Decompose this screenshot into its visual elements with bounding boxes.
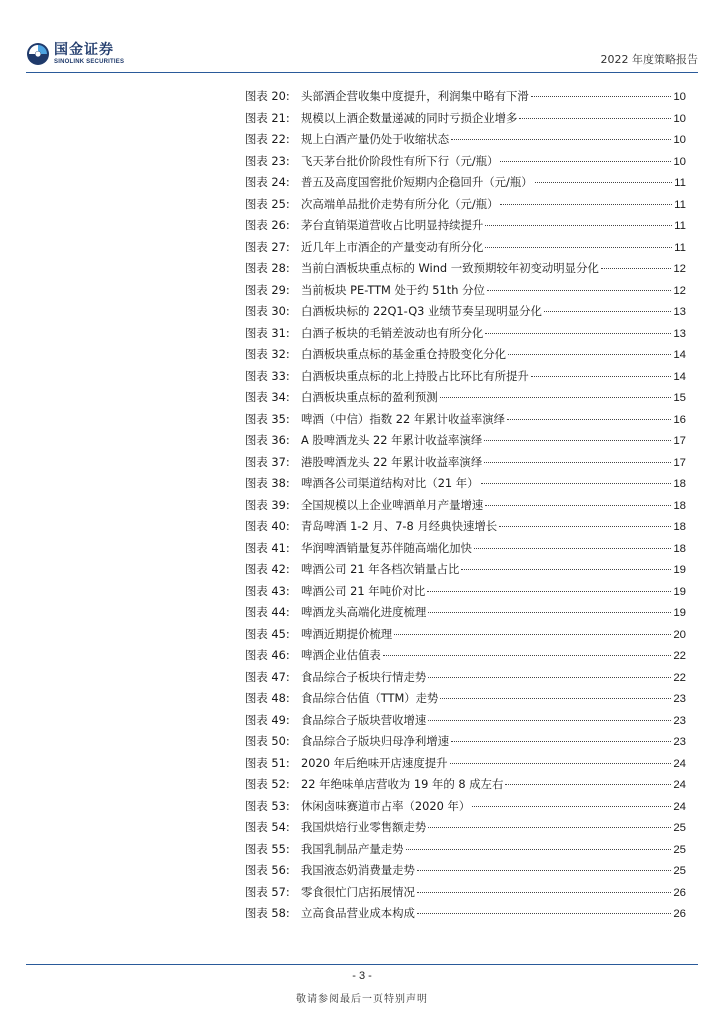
sinolink-logo-icon [26,42,50,66]
toc-entry[interactable] [245,604,686,626]
toc-entry-page: 22 [673,671,686,684]
toc-entry[interactable] [245,755,686,777]
toc-entry-page: 11 [674,220,686,232]
toc-entry-title: 我国烘焙行业零售额走势 [301,820,427,834]
toc-dot-leader [383,655,672,656]
toc-entry-label: 图表 53: [245,798,290,813]
toc-entry[interactable] [245,260,686,282]
toc-entry-label: 图表 56: [245,863,290,877]
toc-entry-title: 啤酒各公司渠道结构对比（21 年） [301,476,479,490]
toc-entry-page: 20 [673,628,686,641]
toc-dot-leader [485,247,672,248]
toc-entry-title: 头部酒企营收集中度提升，利润集中略有下滑 [301,89,529,103]
toc-entry-label: 图表 43: [245,583,290,598]
toc-entry-title: 茅台直销渠道营收占比明显持续提升 [301,218,484,232]
toc-entry-title: 啤酒龙头高端化进度梳理 [301,605,427,619]
page-number: - 3 - [352,970,372,982]
toc-entry-label: 图表 49: [245,712,290,727]
footer-divider [26,964,698,965]
toc-entry-label: 图表 45: [245,626,290,641]
toc-entry[interactable] [245,497,686,519]
toc-entry-label: 图表 57: [245,884,290,899]
toc-entry-page: 10 [673,155,686,168]
toc-dot-leader [474,548,671,549]
toc-entry-label: 图表 54: [245,820,290,834]
toc-entry[interactable] [245,626,686,648]
toc-entry-page: 18 [673,521,686,533]
toc-entry-title: 港股啤酒龙头 22 年累计收益率演绎 [301,454,483,469]
toc-dot-leader [406,849,672,850]
company-logo [26,38,124,70]
toc-entry-label: 图表 32: [245,347,290,361]
toc-entry-title: 青岛啤酒 1-2 月、7-8 月经典快速增长 [301,519,498,533]
toc-entry-title: 零食很忙门店拓展情况 [301,884,415,899]
toc-entry[interactable] [245,690,686,712]
toc-entry[interactable] [245,239,686,261]
toc-entry-label: 图表 36: [245,433,290,447]
toc-entry[interactable] [245,475,686,497]
toc-entry[interactable] [245,174,686,196]
toc-entry-page: 18 [673,478,686,490]
toc-entry[interactable] [245,583,686,605]
toc-dot-leader [500,161,671,162]
toc-entry-label: 图表 33: [245,368,290,383]
toc-entry-title: 次高端单品批价走势有所分化（元/瓶） [301,196,499,211]
toc-entry-page: 25 [673,865,686,877]
toc-entry-title: 规上白酒产量仍处于收缩状态 [301,132,450,146]
toc-entry-label: 图表 30: [245,304,290,318]
toc-entry[interactable] [245,454,686,476]
toc-entry-label: 图表 41: [245,540,290,555]
toc-entry-label: 图表 42: [245,562,290,576]
toc-entry-page: 10 [673,91,686,103]
toc-entry-title: 当前板块 PE-TTM 处于约 51th 分位 [301,282,485,297]
toc-entry-page: 13 [673,327,686,340]
toc-entry-label: 图表 34: [245,390,290,404]
toc-entry-page: 10 [673,112,686,125]
toc-entry[interactable] [245,411,686,433]
toc-dot-leader [499,526,671,527]
toc-entry[interactable] [245,432,686,454]
toc-entry[interactable] [245,561,686,583]
toc-entry-label: 图表 26: [245,218,290,232]
toc-dot-leader [544,311,671,312]
toc-entry[interactable] [245,905,686,927]
toc-entry[interactable] [245,540,686,562]
toc-entry-label: 图表 37: [245,454,290,469]
toc-entry-title: 白酒板块重点标的北上持股占比环比有所提升 [301,368,529,383]
toc-entry-title: 白酒板块重点标的盈利预测 [301,390,438,404]
toc-dot-leader [440,397,672,398]
logo-english-name: SINOLINK SECURITIES [54,59,125,65]
toc-dot-leader [427,591,671,592]
toc-entry-title: 啤酒近期提价梳理 [301,626,393,641]
toc-dot-leader [601,268,671,269]
toc-entry-label: 图表 22: [245,132,290,146]
toc-entry-label: 图表 39: [245,497,290,512]
toc-entry-page: 16 [673,413,686,426]
toc-entry-label: 图表 47: [245,669,290,684]
toc-entry-title: 啤酒企业估值表 [301,648,381,662]
toc-entry-title: 白酒板块重点标的基金重仓持股变化分化 [301,347,507,361]
toc-entry-title: 白酒板块标的 22Q1-Q3 业绩节奏呈现明显分化 [301,304,542,318]
toc-entry[interactable] [245,647,686,669]
table-of-figures [245,88,686,927]
toc-entry-page: 14 [673,370,686,383]
toc-dot-leader [519,118,671,119]
toc-dot-leader [428,827,671,828]
toc-entry-title: 食品综合子板块行情走势 [301,669,427,684]
toc-entry-title: 我国乳制品产量走势 [301,841,404,856]
toc-entry-page: 23 [673,736,686,748]
toc-entry-title: 休闲卤味赛道市占率（2020 年） [301,798,471,813]
toc-entry-page: 13 [673,306,686,318]
toc-entry[interactable] [245,776,686,798]
toc-entry-label: 图表 25: [245,196,290,211]
toc-entry-title: 食品综合子版块归母净利增速 [301,734,450,748]
toc-entry-title: 2020 年后绝味开店速度提升 [301,755,448,770]
toc-entry-label: 图表 58: [245,906,290,920]
toc-entry-title: 飞天茅台批价阶段性有所下行（元/瓶） [301,153,499,168]
toc-dot-leader [394,634,671,635]
toc-entry-page: 17 [673,456,686,469]
toc-entry[interactable] [245,733,686,755]
toc-entry-label: 图表 46: [245,648,290,662]
toc-dot-leader [508,354,671,355]
toc-entry-label: 图表 48: [245,691,290,705]
toc-entry-title: 当前白酒板块重点标的 Wind 一致预期较年初变动明显分化 [301,261,599,275]
toc-entry-title: 白酒子板块的毛销差波动也有所分化 [301,325,484,340]
toc-entry[interactable] [245,841,686,863]
toc-entry[interactable] [245,110,686,132]
toc-entry-label: 图表 50: [245,734,290,748]
toc-entry-label: 图表 52: [245,777,290,791]
toc-dot-leader [440,698,671,699]
toc-entry-title: 啤酒公司 21 年吨价对比 [301,583,426,598]
toc-entry-page: 17 [673,435,686,447]
toc-entry-label: 图表 29: [245,282,290,297]
toc-dot-leader [487,290,671,291]
toc-entry-page: 22 [673,650,686,662]
toc-entry-page: 25 [673,822,686,834]
toc-dot-leader [500,204,672,205]
toc-dot-leader [461,569,671,570]
toc-entry-page: 11 [674,198,686,211]
toc-entry-page: 11 [674,241,686,254]
report-title: 2022 年度策略报告 [600,53,698,66]
toc-dot-leader [417,892,671,893]
toc-entry-label: 图表 44: [245,605,290,619]
toc-entry[interactable] [245,131,686,153]
logo-chinese-name: 国金证券 [54,42,114,58]
toc-entry[interactable] [245,217,686,239]
toc-entry-page: 25 [673,843,686,856]
toc-dot-leader [505,784,671,785]
toc-entry-label: 图表 23: [245,153,290,168]
toc-entry-title: 近几年上市酒企的产量变动有所分化 [301,239,484,254]
toc-entry[interactable] [245,712,686,734]
toc-dot-leader [485,333,671,334]
disclaimer-note: 敬请参阅最后一页特别声明 [296,994,428,1005]
toc-entry[interactable] [245,862,686,884]
toc-entry[interactable] [245,518,686,540]
toc-entry[interactable] [245,798,686,820]
page-header [26,38,698,70]
toc-entry-title: 食品综合子版块营收增速 [301,712,427,727]
toc-entry-title: 华润啤酒销量复苏伴随高端化加快 [301,540,472,555]
toc-entry[interactable] [245,88,686,110]
toc-dot-leader [417,913,671,914]
toc-dot-leader [481,483,672,484]
toc-entry-label: 图表 24: [245,175,290,189]
toc-entry-title: 22 年绝味单店营收为 19 年的 8 成左右 [301,777,504,791]
toc-entry[interactable] [245,346,686,368]
toc-entry-title: 全国规模以上企业啤酒单月产量增速 [301,497,484,512]
toc-entry[interactable] [245,389,686,411]
toc-dot-leader [484,462,671,463]
toc-entry-label: 图表 40: [245,519,290,533]
toc-entry-label: 图表 27: [245,239,290,254]
toc-entry-page: 18 [673,499,686,512]
toc-entry-page: 10 [673,134,686,146]
toc-dot-leader [451,741,671,742]
toc-dot-leader [507,419,671,420]
toc-entry-page: 24 [673,800,686,813]
logo-text [54,43,124,65]
toc-entry-title: 我国液态奶消费量走势 [301,863,415,877]
toc-entry-label: 图表 51: [245,755,290,770]
toc-dot-leader [531,376,672,377]
toc-entry-page: 19 [673,607,686,619]
toc-dot-leader [531,96,672,97]
toc-entry-label: 图表 35: [245,411,290,426]
toc-entry-page: 15 [673,392,686,404]
toc-entry-page: 12 [673,263,686,275]
toc-dot-leader [535,182,673,183]
toc-entry[interactable] [245,819,686,841]
toc-entry-label: 图表 21: [245,110,290,125]
toc-entry-page: 11 [674,177,686,189]
toc-dot-leader [484,440,671,441]
toc-dot-leader [428,677,671,678]
toc-entry-page: 19 [673,585,686,598]
toc-entry-title: 食品综合估值（TTM）走势 [301,691,439,705]
toc-entry-page: 24 [673,757,686,770]
toc-entry-page: 26 [673,908,686,920]
toc-entry[interactable] [245,282,686,304]
toc-entry-title: 规模以上酒企数量递减的同时亏损企业增多 [301,110,518,125]
toc-entry-label: 图表 55: [245,841,290,856]
toc-dot-leader [450,763,672,764]
toc-entry-page: 18 [673,542,686,555]
toc-dot-leader [428,720,671,721]
toc-entry-title: 普五及高度国窖批价短期内企稳回升（元/瓶） [301,175,533,189]
toc-entry-title: 啤酒公司 21 年各档次销量占比 [301,562,460,576]
toc-entry-label: 图表 38: [245,476,290,490]
toc-entry[interactable] [245,303,686,325]
toc-dot-leader [485,505,671,506]
toc-entry-label: 图表 20: [245,89,290,103]
toc-entry[interactable] [245,196,686,218]
toc-dot-leader [472,806,671,807]
toc-entry[interactable] [245,153,686,175]
toc-dot-leader [451,139,671,140]
toc-entry-page: 24 [673,779,686,791]
toc-entry-page: 26 [673,886,686,899]
toc-entry-page: 12 [673,284,686,297]
toc-dot-leader [485,225,672,226]
toc-dot-leader [417,870,671,871]
toc-entry-page: 19 [673,564,686,576]
toc-entry-label: 图表 28: [245,261,290,275]
toc-entry-title: A 股啤酒龙头 22 年累计收益率演绎 [301,433,483,447]
toc-entry[interactable] [245,884,686,906]
header-divider [26,72,698,73]
toc-entry-page: 23 [673,693,686,705]
toc-entry[interactable] [245,325,686,347]
toc-entry[interactable] [245,669,686,691]
toc-entry-title: 立高食品营业成本构成 [301,906,415,920]
toc-entry-label: 图表 31: [245,325,290,340]
toc-entry[interactable] [245,368,686,390]
toc-entry-page: 23 [673,714,686,727]
toc-entry-title: 啤酒（中信）指数 22 年累计收益率演绎 [301,411,505,426]
toc-dot-leader [428,612,671,613]
toc-entry-page: 14 [673,349,686,361]
